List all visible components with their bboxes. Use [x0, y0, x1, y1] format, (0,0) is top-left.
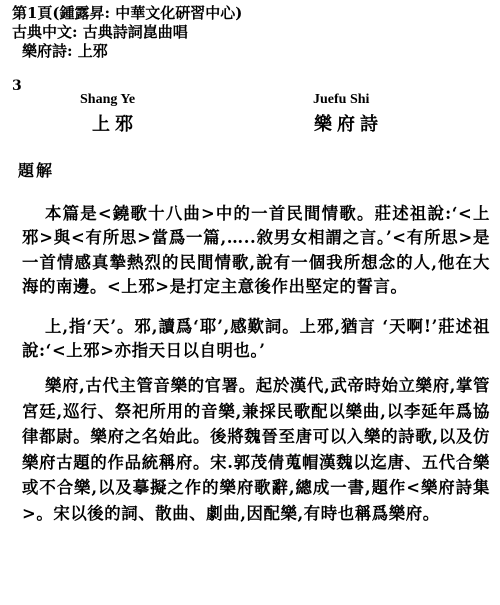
- left-pinyin: Shang Ye: [80, 92, 136, 107]
- body-text: [22, 202, 490, 526]
- item-number: 3: [12, 78, 22, 94]
- right-pinyin: Juefu Shi: [313, 92, 370, 107]
- right-title: 樂府詩: [314, 114, 383, 135]
- header-line-course: 古典中文: 古典詩詞崑曲唱: [12, 23, 188, 41]
- left-title: 上邪: [92, 114, 138, 135]
- paragraph-meaning: 上,指‘天’。邪,讀爲‘耶’,感歎詞。上邪,猶言 ‘天啊!’莊述祖說:‘<上邪>亦指天日以自明也。’: [22, 316, 490, 361]
- paragraph-yuefu: 樂府,古代主管音樂的官署。起於漢代,武帝時始立樂府,掌管宮廷,巡行、祭祀所用的音樂,兼採民歌配以樂曲,以李延年爲協律都尉。樂府之名始此。後將魏晉至唐可以入樂的詩歌,以及仿樂府古題的作品統稱府。宋.郭茂倩蒐帽漢魏以迄唐、五代合樂或不合樂,以及摹擬之作的樂府歌辭,總成一書,題作<樂府詩集>。宋以後的詞、散曲、劇曲,因配樂,有時也稱爲樂府。: [22, 376, 490, 523]
- paragraph-intro: 本篇是<鐃歌十八曲>中的一首民間情歌。莊述祖說:‘<上邪>與<有所思>當爲一篇,…..敘男女相謂之言。’<有所思>是一首情感真摯熱烈的民間情歌,說有一個我所想念的人,他在大海的南邊。<上邪>是打定主意後作出堅定的誓言。: [22, 204, 490, 297]
- header-line-topic: 樂府詩: 上邪: [22, 42, 108, 60]
- page-header: [12, 4, 242, 61]
- section-heading: 題解: [18, 161, 55, 180]
- header-line-source: 第1頁(鍾露昇: 中華文化硏習中心): [12, 4, 243, 22]
